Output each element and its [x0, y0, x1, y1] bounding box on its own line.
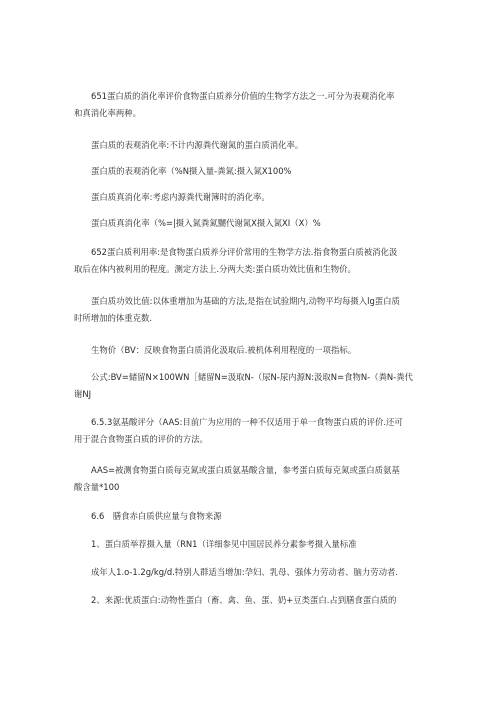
text-line: 6.6 膳食赤白质供应量与食物来源	[91, 511, 222, 521]
paragraph-aas	[0, 414, 500, 448]
paragraph-digestibility	[0, 88, 500, 122]
paragraph-biological-value	[0, 342, 500, 359]
text-line: 公式:BV=储留N×100WN［储留N=汲取N-（尿N-尿内源N:汲取N=食物N-（粪N-粪代	[91, 372, 413, 382]
text-line: 谢NJ	[74, 389, 92, 399]
section-heading	[0, 508, 500, 525]
text-line: 1、蛋白质举荐摄入量（RN1（详细参见中国居民养分素参考摄入量标准	[91, 539, 357, 549]
text-line: 取后在体内被利用的程度。测定方法上.分两大类:蛋白质功效比值和生物价。	[74, 264, 356, 274]
paragraph-true-digestibility	[0, 189, 500, 206]
paragraph-apparent-formula	[0, 163, 500, 180]
text-line: AAS=被测食物蛋白质每克氮或蛋白质氨基酸含量，参考蛋白质每克氮或蛋白质氨基	[91, 465, 400, 475]
text-line: 652蛋白质利用率:是食物蛋白质养分评价常用的生物学方法.指食物蛋白质被消化汲	[91, 247, 398, 257]
paragraph-sources	[0, 592, 500, 609]
paragraph-true-formula	[0, 215, 500, 232]
text-line: 蛋白质的表观消化率:不计内源粪代谢氮的蛋白质消化率。	[91, 140, 304, 150]
text-line: 成年人1.o-1.2g/kg/d.特别人群适当增加:孕妇、乳母、强体力劳动者、脑力劳动者.	[91, 567, 399, 577]
paragraph-bv-formula	[0, 369, 500, 403]
text-line: 用于混合食物蛋白质的评价的方法。	[74, 434, 208, 444]
text-line: 蛋白质功效比值:以体重增加为基础的方法,是指在试验期内,动物平均每摄入lg蛋白质	[91, 296, 400, 306]
text-line: 时所增加的体重克数.	[74, 313, 153, 323]
paragraph-adult-intake	[0, 564, 500, 581]
text-line: 蛋白质真消化率:考虑内源粪代谢簿时的消化率。	[91, 192, 270, 202]
text-line: 蛋白质真消化率（%=|摄入氮粪氮嬲代谢氮X摄入氮XI（X）%	[91, 218, 321, 228]
text-line: 和真消化率两种。	[74, 108, 141, 118]
paragraph-per	[0, 293, 500, 327]
text-line: 生物价（BV：反映食物蛋白质消化汲取后.被机体利用程度的一项指标。	[91, 345, 357, 355]
text-line: 2、来源:优质蛋白:动物性蛋白（畜、禽、鱼、蛋、奶+豆类蛋白.占到膳食蛋白质的	[91, 595, 397, 605]
paragraph-utilization	[0, 244, 500, 278]
text-line: 6.5.3氨基酸评分（AAS:目前广为应用的一种不仅适用于单一食物蛋白质的评价.还可	[91, 417, 403, 427]
paragraph-apparent-digestibility	[0, 137, 500, 154]
text-line: 酸含量*100	[74, 482, 120, 492]
text-line: 蛋白质的表观消化率（%N摄入量-粪氮:摄入氮X100%	[91, 166, 292, 176]
paragraph-rni	[0, 536, 500, 553]
text-line: 651蛋白质的消化率评价食物蛋白质养分价值的生物学方法之一.可分为表观消化率	[91, 91, 395, 101]
paragraph-aas-formula	[0, 462, 500, 496]
